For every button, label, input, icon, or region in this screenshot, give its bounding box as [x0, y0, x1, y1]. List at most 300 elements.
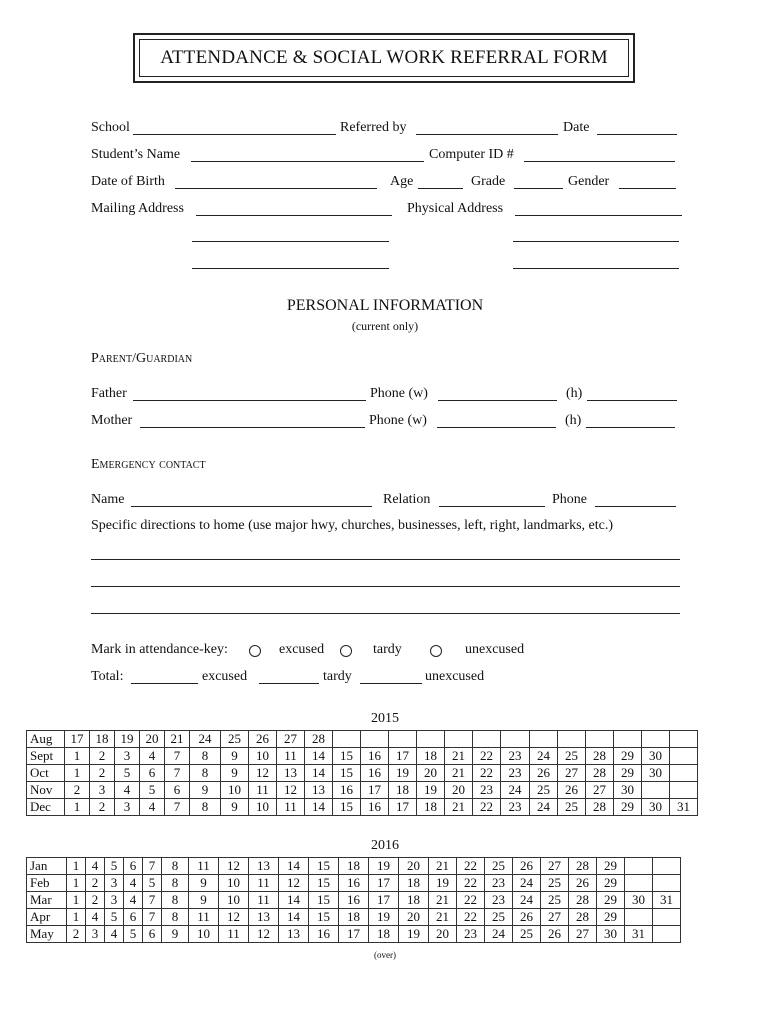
form-title: ATTENDANCE & SOCIAL WORK REFERRAL FORM: [139, 39, 629, 77]
day-cell[interactable]: 11: [189, 858, 219, 875]
mother-phone-w-field[interactable]: [437, 427, 556, 428]
mailing-address-field-2[interactable]: [192, 241, 389, 242]
day-cell[interactable]: 27: [277, 731, 305, 748]
day-cell[interactable]: 4: [115, 782, 140, 799]
total-unexcused-field[interactable]: [360, 683, 422, 684]
day-cell[interactable]: 30: [625, 892, 653, 909]
day-cell[interactable]: 21: [429, 892, 457, 909]
grade-field[interactable]: [514, 188, 563, 189]
date-field[interactable]: [597, 134, 677, 135]
day-cell[interactable]: 10: [249, 748, 277, 765]
day-cell[interactable]: 23: [501, 765, 530, 782]
directions-label: Specific directions to home (use major hwy, churches, businesses, left, right, landmarks, etc.): [91, 518, 614, 533]
unexcused-circle-icon: [430, 645, 442, 657]
day-cell[interactable]: 11: [189, 909, 219, 926]
directions-line-3[interactable]: [91, 613, 680, 614]
day-cell[interactable]: 6: [124, 858, 143, 875]
calendar-row: [27, 748, 698, 765]
day-cell[interactable]: 2: [67, 926, 86, 943]
father-phone-h-label: (h): [566, 386, 583, 401]
day-cell[interactable]: 25: [558, 748, 586, 765]
day-cell[interactable]: 9: [162, 926, 189, 943]
day-cell[interactable]: 11: [249, 875, 279, 892]
day-cell[interactable]: 18: [399, 892, 429, 909]
student-name-field[interactable]: [191, 161, 424, 162]
day-cell[interactable]: 22: [457, 909, 485, 926]
day-cell[interactable]: [473, 731, 501, 748]
day-cell[interactable]: 24: [530, 799, 558, 816]
day-cell[interactable]: 25: [530, 782, 558, 799]
day-cell[interactable]: 27: [586, 782, 614, 799]
mother-field[interactable]: [140, 427, 365, 428]
day-cell[interactable]: [653, 926, 681, 943]
day-cell[interactable]: 27: [541, 858, 569, 875]
day-cell[interactable]: 8: [162, 909, 189, 926]
day-cell[interactable]: 5: [105, 858, 124, 875]
computer-id-label: Computer ID #: [429, 147, 514, 162]
day-cell[interactable]: 19: [417, 782, 445, 799]
day-cell[interactable]: 21: [429, 909, 457, 926]
day-cell[interactable]: 22: [473, 799, 501, 816]
calendar-row: [27, 892, 681, 909]
day-cell[interactable]: 1: [67, 858, 86, 875]
day-cell[interactable]: 18: [417, 799, 445, 816]
month-label: Sept: [27, 748, 65, 765]
day-cell[interactable]: 8: [162, 875, 189, 892]
day-cell[interactable]: 9: [221, 765, 249, 782]
day-cell[interactable]: 27: [541, 909, 569, 926]
day-cell[interactable]: 15: [309, 875, 339, 892]
day-cell[interactable]: 20: [417, 765, 445, 782]
day-cell[interactable]: 15: [333, 799, 361, 816]
day-cell[interactable]: 3: [115, 799, 140, 816]
month-label: Apr: [27, 909, 67, 926]
day-cell[interactable]: 6: [165, 782, 190, 799]
day-cell[interactable]: 20: [399, 909, 429, 926]
day-cell[interactable]: 18: [389, 782, 417, 799]
day-cell[interactable]: 30: [642, 765, 670, 782]
mother-phone-h-label: (h): [565, 413, 582, 428]
dob-field[interactable]: [175, 188, 377, 189]
day-cell[interactable]: 23: [473, 782, 501, 799]
day-cell[interactable]: 25: [513, 926, 541, 943]
date-label: Date: [563, 120, 590, 135]
day-cell[interactable]: 12: [249, 765, 277, 782]
day-cell[interactable]: [670, 731, 698, 748]
mother-phone-h-field[interactable]: [586, 427, 675, 428]
day-cell[interactable]: 17: [389, 748, 417, 765]
month-label: May: [27, 926, 67, 943]
month-label: Mar: [27, 892, 67, 909]
day-cell[interactable]: 4: [124, 875, 143, 892]
day-cell[interactable]: 25: [221, 731, 249, 748]
directions-line-2[interactable]: [91, 586, 680, 587]
day-cell[interactable]: 8: [190, 799, 221, 816]
day-cell[interactable]: 3: [90, 782, 115, 799]
day-cell[interactable]: 15: [309, 892, 339, 909]
day-cell[interactable]: 14: [279, 909, 309, 926]
day-cell[interactable]: 23: [457, 926, 485, 943]
day-cell[interactable]: 17: [389, 799, 417, 816]
day-cell[interactable]: 11: [249, 782, 277, 799]
day-cell[interactable]: 26: [249, 731, 277, 748]
day-cell[interactable]: 15: [309, 858, 339, 875]
day-cell[interactable]: 2: [90, 799, 115, 816]
day-cell[interactable]: [389, 731, 417, 748]
physical-address-field-3[interactable]: [513, 268, 679, 269]
day-cell[interactable]: 17: [361, 782, 389, 799]
day-cell[interactable]: 29: [597, 909, 625, 926]
excused-circle-icon: [249, 645, 261, 657]
day-cell[interactable]: 2: [65, 782, 90, 799]
day-cell[interactable]: 26: [558, 782, 586, 799]
day-cell[interactable]: 28: [569, 858, 597, 875]
day-cell[interactable]: 26: [513, 858, 541, 875]
day-cell[interactable]: 29: [597, 858, 625, 875]
relation-label: Relation: [383, 492, 431, 507]
day-cell[interactable]: 20: [429, 926, 457, 943]
school-field[interactable]: [133, 134, 336, 135]
day-cell[interactable]: 19: [115, 731, 140, 748]
day-cell[interactable]: 22: [457, 858, 485, 875]
day-cell[interactable]: 13: [305, 782, 333, 799]
day-cell[interactable]: [558, 731, 586, 748]
day-cell[interactable]: 30: [642, 748, 670, 765]
day-cell[interactable]: 16: [339, 892, 369, 909]
day-cell[interactable]: 25: [541, 875, 569, 892]
day-cell[interactable]: 23: [501, 748, 530, 765]
day-cell[interactable]: 4: [86, 909, 105, 926]
total-tardy-label: tardy: [323, 669, 352, 684]
day-cell[interactable]: [333, 731, 361, 748]
emergency-name-field[interactable]: [131, 506, 372, 507]
physical-address-field-1[interactable]: [515, 215, 682, 216]
day-cell[interactable]: 24: [501, 782, 530, 799]
day-cell[interactable]: 15: [309, 909, 339, 926]
day-cell[interactable]: 1: [67, 892, 86, 909]
month-label: Feb: [27, 875, 67, 892]
day-cell[interactable]: 24: [485, 926, 513, 943]
over-note: (over): [374, 950, 396, 960]
day-cell[interactable]: 3: [115, 748, 140, 765]
emergency-phone-field[interactable]: [595, 506, 676, 507]
directions-line-1[interactable]: [91, 559, 680, 560]
day-cell[interactable]: 29: [597, 875, 625, 892]
day-cell[interactable]: 31: [625, 926, 653, 943]
day-cell[interactable]: 28: [586, 748, 614, 765]
day-cell[interactable]: 20: [399, 858, 429, 875]
day-cell[interactable]: 30: [597, 926, 625, 943]
gender-field[interactable]: [619, 188, 676, 189]
day-cell[interactable]: 1: [65, 799, 90, 816]
day-cell[interactable]: 14: [305, 765, 333, 782]
day-cell[interactable]: 9: [189, 892, 219, 909]
day-cell[interactable]: 12: [219, 909, 249, 926]
father-label: Father: [91, 386, 127, 401]
day-cell[interactable]: 12: [277, 782, 305, 799]
day-cell[interactable]: [653, 909, 681, 926]
day-cell[interactable]: [642, 782, 670, 799]
day-cell[interactable]: 12: [249, 926, 279, 943]
day-cell[interactable]: 8: [162, 892, 189, 909]
day-cell[interactable]: 26: [530, 765, 558, 782]
day-cell[interactable]: 4: [140, 748, 165, 765]
day-cell[interactable]: 16: [361, 748, 389, 765]
mailing-address-label: Mailing Address: [91, 201, 184, 216]
day-cell[interactable]: [417, 731, 445, 748]
day-cell[interactable]: [670, 765, 698, 782]
day-cell[interactable]: 5: [105, 909, 124, 926]
day-cell[interactable]: 20: [445, 782, 473, 799]
day-cell[interactable]: 2: [86, 892, 105, 909]
day-cell[interactable]: [653, 858, 681, 875]
day-cell[interactable]: 10: [249, 799, 277, 816]
day-cell[interactable]: [625, 909, 653, 926]
day-cell[interactable]: 9: [221, 799, 249, 816]
day-cell[interactable]: 13: [249, 909, 279, 926]
day-cell[interactable]: 25: [485, 909, 513, 926]
day-cell[interactable]: 21: [445, 748, 473, 765]
day-cell[interactable]: 28: [305, 731, 333, 748]
father-field[interactable]: [133, 400, 366, 401]
day-cell[interactable]: 4: [86, 858, 105, 875]
day-cell[interactable]: [614, 731, 642, 748]
day-cell[interactable]: 18: [339, 909, 369, 926]
day-cell[interactable]: [670, 748, 698, 765]
day-cell[interactable]: 22: [457, 892, 485, 909]
day-cell[interactable]: 7: [143, 892, 162, 909]
day-cell[interactable]: 8: [162, 858, 189, 875]
mailing-address-field-1[interactable]: [196, 215, 392, 216]
day-cell[interactable]: 30: [642, 799, 670, 816]
day-cell[interactable]: 28: [586, 765, 614, 782]
day-cell[interactable]: 21: [445, 799, 473, 816]
day-cell[interactable]: 2: [90, 748, 115, 765]
calendar-row: [27, 782, 698, 799]
day-cell[interactable]: 22: [457, 875, 485, 892]
month-label: Jan: [27, 858, 67, 875]
day-cell[interactable]: 16: [333, 782, 361, 799]
day-cell[interactable]: [642, 731, 670, 748]
day-cell[interactable]: 7: [165, 799, 190, 816]
day-cell[interactable]: 5: [140, 782, 165, 799]
day-cell[interactable]: 31: [653, 892, 681, 909]
total-excused-label: excused: [202, 669, 248, 684]
day-cell[interactable]: [653, 875, 681, 892]
day-cell[interactable]: 9: [189, 875, 219, 892]
day-cell[interactable]: 6: [140, 765, 165, 782]
day-cell[interactable]: 7: [165, 748, 190, 765]
day-cell[interactable]: 30: [614, 782, 642, 799]
parent-guardian-label: Parent/Guardian: [91, 351, 193, 366]
day-cell[interactable]: 11: [277, 799, 305, 816]
day-cell[interactable]: 29: [597, 892, 625, 909]
day-cell[interactable]: 10: [219, 875, 249, 892]
day-cell[interactable]: 3: [105, 892, 124, 909]
day-cell[interactable]: 20: [140, 731, 165, 748]
day-cell[interactable]: 14: [305, 799, 333, 816]
day-cell[interactable]: 5: [124, 926, 143, 943]
day-cell[interactable]: 23: [485, 892, 513, 909]
day-cell[interactable]: 27: [558, 765, 586, 782]
tardy-circle-icon: [340, 645, 352, 657]
day-cell[interactable]: 16: [339, 875, 369, 892]
day-cell[interactable]: [445, 731, 473, 748]
day-cell[interactable]: 14: [305, 748, 333, 765]
personal-info-subheading: (current only): [351, 319, 419, 333]
day-cell[interactable]: 23: [501, 799, 530, 816]
day-cell[interactable]: 13: [249, 858, 279, 875]
day-cell[interactable]: [670, 782, 698, 799]
day-cell[interactable]: 10: [219, 892, 249, 909]
day-cell[interactable]: 29: [614, 799, 642, 816]
day-cell[interactable]: 24: [190, 731, 221, 748]
day-cell[interactable]: 26: [513, 909, 541, 926]
day-cell[interactable]: 25: [541, 892, 569, 909]
day-cell[interactable]: 8: [190, 765, 221, 782]
day-cell[interactable]: 16: [361, 765, 389, 782]
day-cell[interactable]: 21: [429, 858, 457, 875]
day-cell[interactable]: 19: [429, 875, 457, 892]
mother-phone-w-label: Phone (w): [369, 413, 427, 428]
key-excused-label: excused: [279, 642, 325, 657]
age-field[interactable]: [418, 188, 463, 189]
day-cell[interactable]: 8: [190, 748, 221, 765]
emergency-contact-label: Emergency contact: [91, 457, 206, 472]
day-cell[interactable]: 19: [369, 909, 399, 926]
day-cell[interactable]: 28: [586, 799, 614, 816]
day-cell[interactable]: 18: [369, 926, 399, 943]
day-cell[interactable]: 1: [65, 765, 90, 782]
day-cell[interactable]: 7: [143, 909, 162, 926]
day-cell[interactable]: 11: [249, 892, 279, 909]
day-cell[interactable]: 6: [143, 926, 162, 943]
day-cell[interactable]: 16: [361, 799, 389, 816]
day-cell[interactable]: 19: [399, 926, 429, 943]
emergency-phone-label: Phone: [552, 492, 587, 507]
day-cell[interactable]: 27: [569, 926, 597, 943]
day-cell[interactable]: 2: [90, 765, 115, 782]
day-cell[interactable]: [361, 731, 389, 748]
total-tardy-field[interactable]: [259, 683, 319, 684]
referred-by-field[interactable]: [416, 134, 558, 135]
computer-id-field[interactable]: [524, 161, 675, 162]
day-cell[interactable]: 10: [189, 926, 219, 943]
day-cell[interactable]: [530, 731, 558, 748]
day-cell[interactable]: 24: [513, 875, 541, 892]
day-cell[interactable]: 6: [124, 909, 143, 926]
day-cell[interactable]: 17: [369, 875, 399, 892]
day-cell[interactable]: 28: [569, 892, 597, 909]
day-cell[interactable]: 18: [339, 858, 369, 875]
day-cell[interactable]: [625, 875, 653, 892]
day-cell[interactable]: 3: [86, 926, 105, 943]
day-cell[interactable]: 24: [513, 892, 541, 909]
day-cell[interactable]: [586, 731, 614, 748]
day-cell[interactable]: 13: [277, 765, 305, 782]
day-cell[interactable]: 19: [369, 858, 399, 875]
day-cell[interactable]: 19: [389, 765, 417, 782]
day-cell[interactable]: 25: [485, 858, 513, 875]
day-cell[interactable]: [501, 731, 530, 748]
day-cell[interactable]: 9: [221, 748, 249, 765]
father-phone-h-field[interactable]: [587, 400, 677, 401]
day-cell[interactable]: 26: [569, 875, 597, 892]
day-cell[interactable]: 21: [165, 731, 190, 748]
day-cell[interactable]: 4: [140, 799, 165, 816]
day-cell[interactable]: 25: [558, 799, 586, 816]
day-cell[interactable]: 4: [124, 892, 143, 909]
day-cell[interactable]: 11: [277, 748, 305, 765]
day-cell[interactable]: 9: [190, 782, 221, 799]
day-cell[interactable]: 16: [309, 926, 339, 943]
month-label: Dec: [27, 799, 65, 816]
mother-label: Mother: [91, 413, 133, 428]
mailing-address-field-3[interactable]: [192, 268, 389, 269]
father-phone-w-label: Phone (w): [370, 386, 428, 401]
day-cell[interactable]: 18: [417, 748, 445, 765]
age-label: Age: [390, 174, 414, 189]
day-cell[interactable]: 7: [143, 858, 162, 875]
day-cell[interactable]: 7: [165, 765, 190, 782]
day-cell[interactable]: 18: [90, 731, 115, 748]
day-cell[interactable]: 18: [399, 875, 429, 892]
gender-label: Gender: [568, 174, 610, 189]
day-cell[interactable]: 1: [67, 875, 86, 892]
father-phone-w-field[interactable]: [438, 400, 557, 401]
day-cell[interactable]: 24: [530, 748, 558, 765]
day-cell[interactable]: 12: [219, 858, 249, 875]
day-cell[interactable]: 5: [143, 875, 162, 892]
day-cell[interactable]: 11: [219, 926, 249, 943]
calendar-row: [27, 731, 698, 748]
day-cell[interactable]: 22: [473, 748, 501, 765]
physical-address-field-2[interactable]: [513, 241, 679, 242]
day-cell[interactable]: 22: [473, 765, 501, 782]
day-cell[interactable]: 31: [670, 799, 698, 816]
day-cell[interactable]: 5: [115, 765, 140, 782]
day-cell[interactable]: 14: [279, 858, 309, 875]
day-cell[interactable]: 23: [485, 875, 513, 892]
month-label: Aug: [27, 731, 65, 748]
day-cell[interactable]: 29: [614, 765, 642, 782]
day-cell[interactable]: 26: [541, 926, 569, 943]
day-cell[interactable]: 4: [105, 926, 124, 943]
calendar-row: [27, 858, 681, 875]
day-cell[interactable]: 2: [86, 875, 105, 892]
day-cell[interactable]: 13: [279, 926, 309, 943]
day-cell[interactable]: 10: [221, 782, 249, 799]
day-cell[interactable]: 1: [65, 748, 90, 765]
day-cell[interactable]: 28: [569, 909, 597, 926]
day-cell[interactable]: 3: [105, 875, 124, 892]
day-cell[interactable]: 17: [369, 892, 399, 909]
day-cell[interactable]: 17: [339, 926, 369, 943]
day-cell[interactable]: 15: [333, 765, 361, 782]
day-cell[interactable]: 29: [614, 748, 642, 765]
day-cell[interactable]: 1: [67, 909, 86, 926]
day-cell[interactable]: 14: [279, 892, 309, 909]
total-excused-field[interactable]: [131, 683, 198, 684]
day-cell[interactable]: 15: [333, 748, 361, 765]
grade-label: Grade: [471, 174, 506, 189]
day-cell[interactable]: 21: [445, 765, 473, 782]
day-cell[interactable]: 12: [279, 875, 309, 892]
relation-field[interactable]: [439, 506, 545, 507]
year-2016-label: 2016: [371, 838, 399, 853]
day-cell[interactable]: [625, 858, 653, 875]
day-cell[interactable]: 17: [65, 731, 90, 748]
